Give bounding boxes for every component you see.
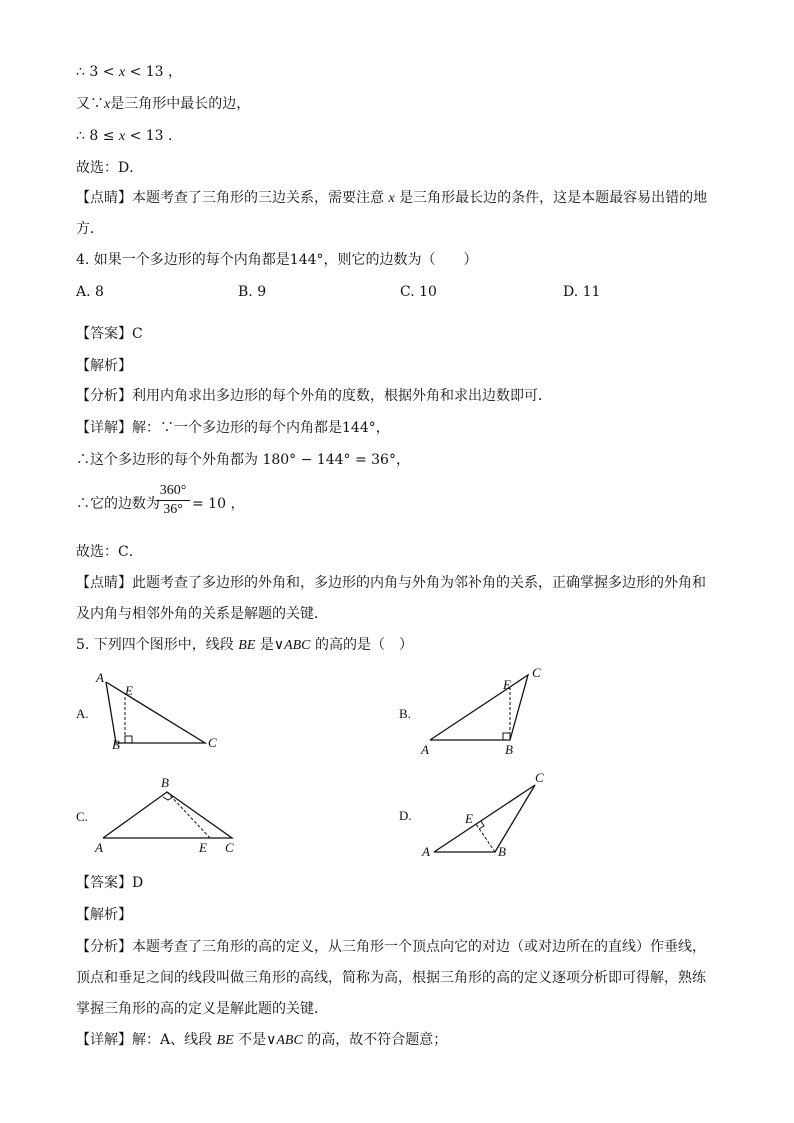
vertex-a: A	[96, 670, 104, 685]
segment-be-d	[476, 824, 495, 852]
q4-answer: 【答案】C	[76, 326, 143, 342]
vertex-b: B	[498, 844, 506, 859]
q4-detail-3-prefix: ∴它的边数为	[76, 496, 160, 512]
q4-option-d: D. 11	[563, 284, 601, 300]
figure-c-option-label: C.	[76, 809, 88, 824]
q4-detail-2: ∴这个多边形的每个外角都为 180° − 144° = 36°，	[76, 452, 410, 468]
vertex-e: E	[199, 840, 207, 855]
q5-answer: 【答案】D	[76, 875, 144, 891]
triangle-b	[430, 675, 528, 740]
segment-be-c	[167, 792, 210, 838]
fraction-denominator: 36°	[163, 502, 183, 517]
figure-a-option-label: A.	[76, 706, 89, 721]
q4-fenxi: 【分析】利用内角求出多边形的每个外角的度数，根据外角和求出边数即可．	[76, 388, 552, 404]
vertex-b: B	[505, 742, 513, 757]
vertex-e: E	[125, 683, 133, 698]
line-dianjing-cont: 方．	[76, 221, 104, 237]
q5-analysis-head: 【解析】	[76, 907, 132, 923]
q4-option-c: C. 10	[400, 284, 437, 300]
line-1: ∴ 3 < x < 13 ，	[76, 64, 183, 80]
q4-option-a: A. 8	[76, 284, 104, 300]
q5-detail: 【详解】解：A、线段 BE 不是∨ABC 的高，故不符合题意；	[76, 1032, 448, 1048]
triangle-c	[103, 792, 232, 838]
fraction-bar	[156, 500, 190, 501]
fraction-numerator: 360°	[159, 483, 187, 498]
figure-b-option-label: B.	[399, 706, 411, 721]
vertex-a: A	[421, 742, 429, 757]
q4-fraction	[156, 483, 190, 518]
right-angle-mark-c	[163, 797, 173, 800]
figure-d-option-label: D.	[399, 808, 412, 823]
line-3: ∴ 8 ≤ x < 13 .	[76, 128, 173, 144]
vertex-b: B	[161, 775, 169, 790]
triangle-d	[434, 785, 535, 852]
question-5: 5. 下列四个图形中，线段 BE 是∨ABC 的高的是（ ）	[76, 637, 413, 653]
vertex-c: C	[208, 735, 217, 750]
triangle-a	[106, 682, 205, 743]
figure-b	[395, 662, 565, 760]
vertex-a: A	[422, 844, 430, 859]
q4-analysis-head: 【解析】	[76, 358, 132, 374]
question-4: 4. 如果一个多边形的每个内角都是144°，则它的边数为（ ）	[76, 252, 478, 268]
q5-fenxi-2: 顶点和垂足之间的线段叫做三角形的高线，简称为高，根据三角形的高的定义逐项分析即可得解，熟练	[76, 970, 706, 986]
q4-choose-c: 故选：C．	[76, 544, 143, 560]
q5-fenxi-3: 掌握三角形的高的定义是解此题的关键．	[76, 1001, 328, 1017]
q5-fenxi-1: 【分析】本题考查了三角形的高的定义，从三角形一个顶点向它的对边（或对边所在的直线）作垂线，	[76, 939, 706, 955]
q4-dianjing-1: 【点睛】此题考查了多边形的外角和，多边形的内角与外角为邻补角的关系，正确掌握多边形的外角和	[76, 575, 706, 591]
right-angle-mark-b	[503, 733, 510, 740]
line-choose-d: 故选：D．	[76, 160, 144, 176]
figure-a	[70, 665, 240, 760]
vertex-a: A	[95, 840, 103, 855]
vertex-c: C	[225, 840, 234, 855]
q4-detail-3-suffix: = 10 ，	[192, 496, 245, 512]
figure-d	[395, 768, 565, 863]
vertex-e: E	[503, 677, 511, 692]
right-angle-mark-a	[125, 736, 132, 743]
line-2: 又∵x是三角形中最长的边，	[76, 96, 251, 112]
vertex-b: B	[112, 737, 120, 752]
q4-detail-1: 【详解】解：∵一个多边形的每个内角都是144°，	[76, 420, 390, 436]
q4-option-b: B. 9	[238, 284, 267, 300]
vertex-c: C	[532, 665, 541, 680]
vertex-c: C	[535, 770, 544, 785]
line-dianjing: 【点睛】本题考查了三角形的三边关系，需要注意 x 是三角形最长边的条件，这是本题最容易出错的地	[76, 190, 708, 206]
vertex-e: E	[465, 811, 473, 826]
q4-dianjing-2: 及内角与相邻外角的关系是解题的关键．	[76, 606, 328, 622]
figure-c	[70, 772, 250, 860]
